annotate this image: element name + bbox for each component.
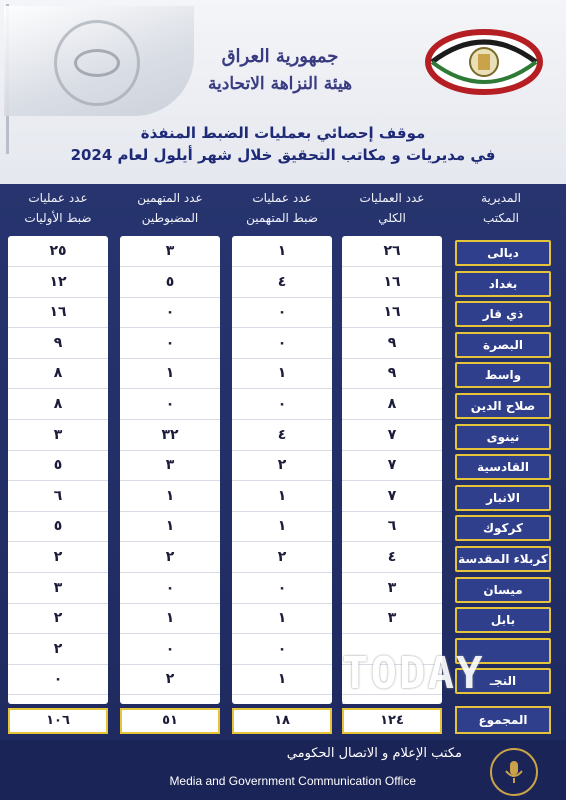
table-cell: ١٦ — [8, 297, 108, 328]
directorate-label: النجـ — [455, 668, 551, 694]
footer-office-ar: مكتب الإعلام و الاتصال الحكومي — [286, 746, 462, 761]
directorate-label: الانبار — [455, 485, 551, 511]
table-cell: ٥ — [8, 450, 108, 481]
table-cell: ٠ — [232, 573, 332, 604]
header-accused-ops: عدد عمليات ضبط المتهمين — [246, 191, 318, 225]
republic-title: جمهورية العراق — [221, 46, 339, 67]
directorate-label: كركوك — [455, 515, 551, 541]
table-cell: ٠ — [120, 297, 220, 328]
table-cell: ٥ — [8, 511, 108, 542]
table-cell: ٢ — [8, 542, 108, 573]
table-cell: ٣ — [8, 573, 108, 604]
integrity-eye-emblem — [54, 20, 140, 106]
today-news-watermark: TODAY NEWS — [342, 648, 485, 707]
table-cell: ١ — [232, 603, 332, 634]
table-cell: ١٦ — [342, 297, 442, 328]
directorate-label: واسط — [455, 362, 551, 388]
table-cell: ٤ — [232, 267, 332, 298]
directorate-label: بابل — [455, 607, 551, 633]
footer-office-en: Media and Government Communication Office — [169, 774, 416, 788]
total-accused-caught: ٥١ — [120, 708, 220, 734]
table-cell: ٨ — [8, 389, 108, 420]
table-cell: ٢٥ — [8, 236, 108, 267]
table-cell: ١ — [120, 358, 220, 389]
directorate-label: نينوى — [455, 424, 551, 450]
directorate-label: البصرة — [455, 332, 551, 358]
table-cell: ٨ — [342, 389, 442, 420]
table-cell: ٣٢ — [120, 420, 220, 451]
header-directorate: المديرية المكتب — [481, 191, 521, 225]
commission-title: هيئة النزاهة الاتحادية — [207, 74, 353, 94]
table-cell: ٩ — [8, 328, 108, 359]
table-cell: ٤ — [342, 542, 442, 573]
footer-bar — [0, 740, 566, 800]
totals-label: المجموع — [455, 706, 551, 734]
table-cell: ٥ — [120, 267, 220, 298]
table-cell: ٦ — [342, 511, 442, 542]
column-accused-caught — [120, 236, 220, 704]
directorate-label: صلاح الدين — [455, 393, 551, 419]
table-cell: ٠ — [8, 664, 108, 695]
directorate-label: بغداد — [455, 271, 551, 297]
header-total-ops: عدد العمليات الكلي — [359, 191, 425, 225]
directorate-label: ميسان — [455, 577, 551, 603]
header-initial-ops: عدد عمليات ضبط الأوليات — [24, 191, 92, 225]
table-cell: ٠ — [120, 634, 220, 665]
microphone-icon — [490, 748, 538, 796]
table-cell: ٧ — [342, 481, 442, 512]
table-cell: ٤ — [232, 420, 332, 451]
table-cell: ٢ — [8, 603, 108, 634]
table-cell: ٣ — [120, 236, 220, 267]
table-cell: ٩ — [342, 358, 442, 389]
total-accused-ops: ١٨ — [232, 708, 332, 734]
table-cell: ٢ — [232, 450, 332, 481]
directorate-label: ديالى — [455, 240, 551, 266]
table-cell: ٢٦ — [342, 236, 442, 267]
report-subtitle: في مديريات و مكاتب التحقيق خلال شهر أيلول لعام 2024 — [70, 146, 496, 164]
directorate-label: ذي قار — [455, 301, 551, 327]
table-cell: ١ — [232, 236, 332, 267]
table-cell: ٣ — [342, 573, 442, 604]
table-cell: ٧ — [342, 450, 442, 481]
table-cell: ٣ — [120, 450, 220, 481]
table-cell: ١ — [232, 511, 332, 542]
table-cell: ٠ — [232, 328, 332, 359]
table-cell: ١٦ — [342, 267, 442, 298]
table-cell: ٠ — [120, 573, 220, 604]
report-title: موقف إحصائي بعمليات الضبط المنفذة — [140, 124, 426, 142]
table-cell: ٠ — [232, 297, 332, 328]
table-cell: ٠ — [120, 389, 220, 420]
table-cell: ٨ — [8, 358, 108, 389]
table-cell: ٣ — [8, 420, 108, 451]
table-cell: ١ — [120, 511, 220, 542]
table-cell: ١ — [232, 358, 332, 389]
table-cell: ١ — [120, 481, 220, 512]
total-initial-ops: ١٠٦ — [8, 708, 108, 734]
directorate-label: كربلاء المقدسة — [455, 546, 551, 572]
column-initial-ops — [8, 236, 108, 704]
column-accused-ops — [232, 236, 332, 704]
table-cell: ٣ — [342, 603, 442, 634]
table-cell: ٢ — [120, 542, 220, 573]
table-cell: ٢ — [120, 664, 220, 695]
total-total-ops: ١٢٤ — [342, 708, 442, 734]
table-cell: ١ — [232, 481, 332, 512]
table-cell: ٠ — [120, 328, 220, 359]
table-cell: ٠ — [232, 634, 332, 665]
table-cell: ٢ — [232, 542, 332, 573]
table-cell: ١٢ — [8, 267, 108, 298]
table-cell: ٧ — [342, 420, 442, 451]
commission-logo-icon — [424, 18, 544, 106]
table-cell: ٩ — [342, 328, 442, 359]
table-cell: ٠ — [232, 389, 332, 420]
column-total-ops — [342, 236, 442, 704]
table-cell: ٦ — [8, 481, 108, 512]
table-cell: ١ — [120, 603, 220, 634]
header-accused-caught: عدد المتهمين المضبوطين — [137, 191, 203, 225]
table-cell: ٢ — [8, 634, 108, 665]
table-cell: ١ — [232, 664, 332, 695]
directorate-label: القادسية — [455, 454, 551, 480]
